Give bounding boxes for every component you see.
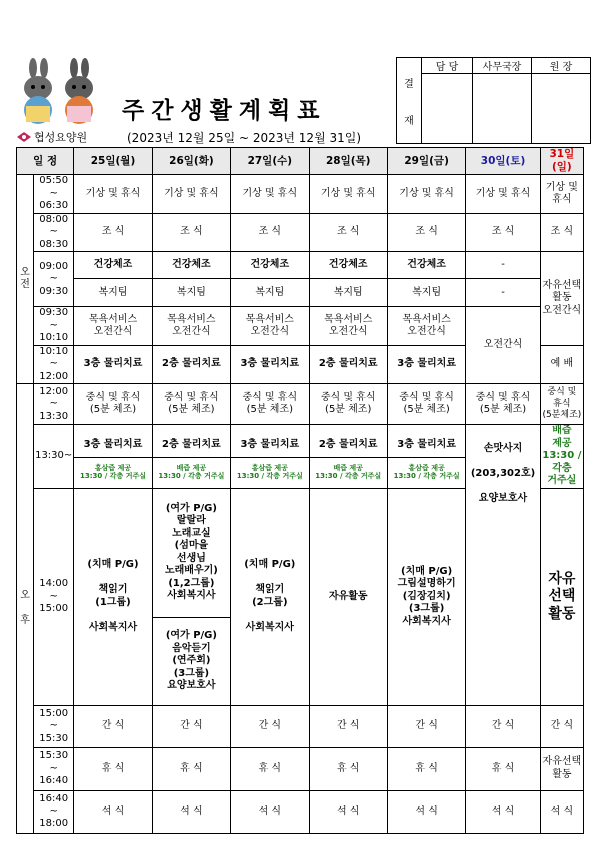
time-slot: 14:00 ~ 15:00	[34, 488, 74, 705]
day-header-wed: 27일(수)	[231, 148, 309, 175]
approval-col-manager: 담 당	[422, 58, 473, 74]
bath-cell: 목욕서비스 오전간식	[74, 307, 152, 346]
pt-cell: 2층 물리치료	[309, 345, 387, 384]
breakfast-cell: 조 식	[231, 213, 309, 252]
dinner-cell: 석 식	[152, 790, 230, 833]
approval-sign-director[interactable]	[532, 74, 591, 144]
worship-cell: 예 배	[540, 345, 583, 384]
dinner-cell: 석 식	[74, 790, 152, 833]
wake-cell: 기상 및 휴식	[466, 175, 540, 214]
exercise-welfare-cell: 건강체조 복지팀	[152, 252, 230, 307]
exercise-welfare-cell: 건강체조 복지팀	[74, 252, 152, 307]
sun-free-activity-cell: 자유선택 활동 오전간식	[540, 252, 583, 346]
time-slot: 09:30 ~ 10:10	[34, 307, 74, 346]
approval-box	[396, 57, 591, 144]
exercise-welfare-cell: 건강체조 복지팀	[309, 252, 387, 307]
time-slot: 08:00 ~ 08:30	[34, 213, 74, 252]
time-slot: 13:30~	[34, 425, 74, 489]
approval-col-secretary: 사무국장	[473, 58, 532, 74]
fri-program-cell: (치매 P/G) 그림설명하기 (김장김치) (3그룹) 사회복지사	[387, 488, 465, 705]
wake-cell: 기상 및 휴식	[309, 175, 387, 214]
pt-note-cell: 2층 물리치료 배즙 제공 13:30 / 각층 거주실	[309, 425, 387, 489]
sun-program-cell: 자유 선택 활동	[540, 488, 583, 705]
org-name: 협성요양원	[34, 131, 88, 144]
dinner-cell: 석 식	[231, 790, 309, 833]
approval-sign-manager[interactable]	[422, 74, 473, 144]
lunch-cell: 중식 및 휴식 (5분 체조)	[387, 384, 465, 425]
time-slot: 10:10 ~ 12:00	[34, 345, 74, 384]
rest-cell: 휴 식	[74, 747, 152, 790]
rest-cell: 휴 식	[309, 747, 387, 790]
time-slot: 09:00 ~ 09:30	[34, 252, 74, 307]
time-slot: 12:00 ~ 13:30	[34, 384, 74, 425]
day-header-thu: 28일(목)	[309, 148, 387, 175]
rest-cell: 휴 식	[466, 747, 540, 790]
time-slot: 16:40 ~ 18:00	[34, 790, 74, 833]
bath-cell: 목욕서비스 오전간식	[152, 307, 230, 346]
snack-cell: 간 식	[152, 705, 230, 747]
time-slot: 15:30 ~ 16:40	[34, 747, 74, 790]
am-label: 오 전	[17, 175, 34, 384]
dinner-cell: 석 식	[387, 790, 465, 833]
approval-sign-secretary[interactable]	[473, 74, 532, 144]
lunch-cell: 중식 및 휴식 (5분 체조)	[309, 384, 387, 425]
sat-program-cell: 손맛사지 (203,302호) 요양보호사	[466, 425, 540, 706]
day-header-sun: 31일(일)	[540, 148, 583, 175]
rest-cell: 휴 식	[387, 747, 465, 790]
breakfast-cell: 조 식	[309, 213, 387, 252]
wake-cell: 기상 및 휴식	[387, 175, 465, 214]
exercise-welfare-cell: 건강체조 복지팀	[231, 252, 309, 307]
sat-morning-cell: - -	[466, 252, 540, 307]
bath-cell: 목욕서비스 오전간식	[231, 307, 309, 346]
snack-cell: 간 식	[309, 705, 387, 747]
time-slot: 05:50 ~ 06:30	[34, 175, 74, 214]
snack-cell: 간 식	[387, 705, 465, 747]
lunch-cell: 중식 및 휴식 (5분 체조)	[152, 384, 230, 425]
snack-cell: 간 식	[540, 705, 583, 747]
weekly-schedule-table	[16, 147, 584, 834]
wake-cell: 기상 및 휴식	[231, 175, 309, 214]
mascot-illustration	[16, 58, 106, 132]
pt-cell: 3층 물리치료	[231, 345, 309, 384]
mon-program-cell: (치매 P/G) 책읽기 (1그룹) 사회복지사	[74, 488, 152, 705]
rest-cell: 휴 식	[231, 747, 309, 790]
snack-cell: 간 식	[231, 705, 309, 747]
page-title: 주간생활계획표	[122, 98, 327, 124]
pt-note-cell: 3층 물리치료 홍삼즙 제공 13:30 / 각층 거주실	[231, 425, 309, 489]
breakfast-cell: 조 식	[152, 213, 230, 252]
lunch-cell-sun: 중식 및 휴식 (5분체조)	[540, 384, 583, 425]
day-header-sat: 30일(토)	[466, 148, 540, 175]
bath-cell: 목욕서비스 오전간식	[309, 307, 387, 346]
org-logo-icon	[16, 128, 32, 147]
day-header-fri: 29일(금)	[387, 148, 465, 175]
day-header-mon: 25일(월)	[74, 148, 152, 175]
snack-cell: 간 식	[466, 705, 540, 747]
sat-snack-cell: 오전간식	[466, 307, 540, 384]
pt-note-cell: 3층 물리치료 홍삼즙 제공 13:30 / 각층 거주실	[74, 425, 152, 489]
breakfast-cell: 조 식	[387, 213, 465, 252]
wake-cell-sun: 기상 및 휴식	[540, 175, 583, 214]
wake-cell: 기상 및 휴식	[152, 175, 230, 214]
pt-note-cell: 3층 물리치료 홍삼즙 제공 13:30 / 각층 거주실	[387, 425, 465, 489]
dinner-cell: 석 식	[309, 790, 387, 833]
breakfast-cell: 조 식	[466, 213, 540, 252]
lunch-cell: 중식 및 휴식 (5분 체조)	[74, 384, 152, 425]
time-slot: 15:00 ~ 15:30	[34, 705, 74, 747]
rest-cell-sun: 자유선택 활동	[540, 747, 583, 790]
col-header-schedule: 일 정	[17, 148, 74, 175]
pt-cell: 3층 물리치료	[387, 345, 465, 384]
day-header-tue: 26일(화)	[152, 148, 230, 175]
exercise-welfare-cell: 건강체조 복지팀	[387, 252, 465, 307]
bath-cell: 목욕서비스 오전간식	[387, 307, 465, 346]
lunch-cell: 중식 및 휴식 (5분 체조)	[466, 384, 540, 425]
thu-program-cell: 자유활동	[309, 488, 387, 705]
dinner-cell: 석 식	[540, 790, 583, 833]
dinner-cell: 석 식	[466, 790, 540, 833]
approval-side-label: 결 재	[397, 58, 422, 144]
snack-cell: 간 식	[74, 705, 152, 747]
lunch-cell: 중식 및 휴식 (5분 체조)	[231, 384, 309, 425]
breakfast-cell: 조 식	[540, 213, 583, 252]
pt-note-cell: 2층 물리치료 배즙 제공 13:30 / 각층 거주실	[152, 425, 230, 489]
wake-cell: 기상 및 휴식	[74, 175, 152, 214]
sun-note-cell: 배즙 제공 13:30 / 각층 거주실	[540, 425, 583, 489]
rest-cell: 휴 식	[152, 747, 230, 790]
wed-program-cell: (치매 P/G) 책읽기 (2그룹) 사회복지사	[231, 488, 309, 705]
pt-cell: 2층 물리치료	[152, 345, 230, 384]
approval-col-director: 원 장	[532, 58, 591, 74]
pt-cell: 3층 물리치료	[74, 345, 152, 384]
breakfast-cell: 조 식	[74, 213, 152, 252]
pm-label: 오 후	[17, 384, 34, 834]
schedule-period: (2023년 12월 25일 ~ 2023년 12월 31일)	[127, 131, 362, 145]
tue-program-cell: (여가 P/G) 랄랄라 노래교실 (섬마을 선생님 노래배우기) (1,2그룹) 사회복지사 (여가 P/G) 음악듣기 (연주회) (3그룹) 요양보호사	[152, 488, 230, 705]
